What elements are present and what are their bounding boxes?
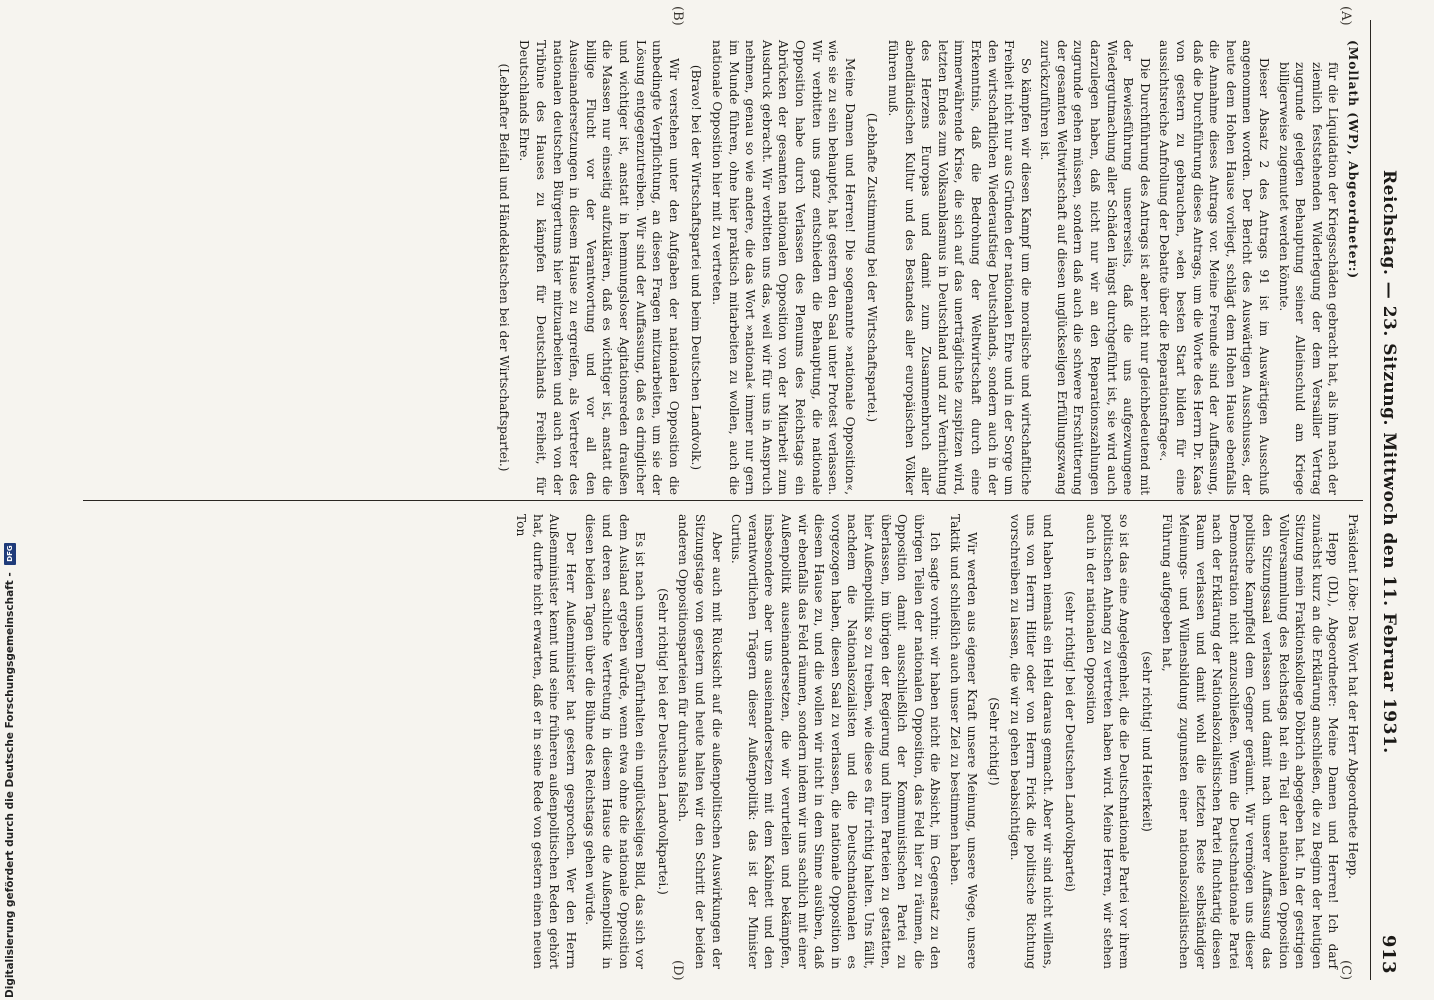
page-title: Reichstag. — 23. Sitzung. Mittwoch den 11. Februar 1931. (1379, 170, 1399, 754)
stage-direction: (sehr richtig! bei der Deutschen Landvolkpartei) (1063, 591, 1078, 892)
stage-direction: (Sehr richtig! bei der Deutschen Landvolkpartei.) (655, 588, 670, 895)
stage-direction: (Lebhafte Zustimmung bei der Wirtschaftspartei.) (865, 112, 880, 423)
stage-direction: (sehr richtig! und Heiterkeit) (1139, 651, 1154, 832)
margin-letter-b: (B) (670, 6, 685, 26)
speaker-line: (Mollath (WP), Abgeordneter:) (1346, 40, 1360, 280)
digitization-credit (4, 543, 16, 998)
credit-text: Digitalisierung gefördert durch die Deutsche Forschungsgemeinschaft - (4, 572, 16, 998)
margin-letter-c: (C) (1338, 960, 1353, 981)
left-column (489, 40, 1361, 495)
margin-letter-a: (A) (1338, 6, 1353, 26)
dfg-logo-icon: DFG (4, 543, 16, 565)
rotated-page (75, 6, 1405, 981)
paragraph: Die Durchführung des Antrags ist aber nicht nur gleichbedeutend mit der Bewiesführung unsererseits, daß die uns aufgezwungene Wiedergutmachung aller Schäden längst durchgeführt ist, sie wird auch darzulegen haben, daß nicht nur wir an den Reparationszahlungen zugrunde gehen müssen, sondern daß auch die schwere Erschütterung der gesamten Weltwirtschaft auf diesen unglückseligen Erfüllungszwang zurückzuführen ist. (1038, 40, 1152, 495)
paragraph: Es ist nach unserem Dafürhalten ein unglückseliges Bild, das sich vor dem Ausland ergeben würde, wenn etwa ohne die nationale Opposition und deren sachliche Vertretung in diesem Hause die Außenpolitik in diesen beiden Tagen über die Bühne des Reichstags gehen würde. (583, 514, 648, 969)
column-divider (83, 500, 1363, 501)
page-number: 913 (1378, 934, 1399, 974)
paragraph: Der Herr Außenminister hat gestern gesprochen. Wer den Herrn Außenminister kennt und seine früheren außenpolitischen Reden gehört hat, durfte nicht erwarten, daß er in seine Rede von gestern einen neuen Ton (514, 514, 578, 969)
paragraph: Meine Damen und Herren! Die sogenannte »nationale Opposition«, wie sie zu sein behauptet, hat gestern den Saal unter Protest verlassen. Wir verbitten uns ganz entschieden die Behauptung, die nationale Opposition habe durch Verlassen des Plenums des Reichstags ein Abrücken der gesamten nationalen Opposition von der Mitarbeit zum Ausdruck gebracht. Wir verbitten uns das, weil wir für uns in Anspruch nehmen, genau so wie andere, die das Wort »national« immer nur gern im Munde führen, ohne hier praktisch mitarbeiten zu wollen, auch die nationale Opposition hier mit zu vertreten. (710, 40, 857, 495)
paragraph: Aber auch mit Rücksicht auf die außenpolitischen Auswirkungen der Sitzungstage von gestern und heute halten wir den Schritt der beiden anderen Oppositionsparteien für durchaus falsch. (676, 514, 724, 969)
paragraph: Ich sagte vorhin: wir haben nicht die Absicht, im Gegensatz zu den übrigen Teilen der nationalen Opposition, das Feld hier zu räumen, die Opposition damit ausschließlich der Kommunistischen Partei zu überlassen, im übrigen der Regierung und ihren Parteien zu gestatten, hier Außenpolitik so zu treiben, wie diese es für richtig halten. Uns fällt, nachdem die Nationalsozialisten und die Deutschnationalen es vorgezogen haben, diesen Saal zu verlassen, die nationale Opposition in diesem Hause zu, und die wollen wir nicht in dem Sinne ausüben, daß wir ebenfalls das Feld räumen, sondern indem wir uns sachlich mit einer Außenpolitik auseinandersetzen, die wir verurteilen und bekämpfen, insbesondere aber uns auseinandersetzen mit dem Kabinett und den verantwortlichen Trägern dieser Außenpolitik: das ist der Minister Curtius. (729, 514, 943, 969)
paragraph: Wir werden aus eigener Kraft unsere Meinung, unsere Wege, unsere Taktik und schließlich auch unser Ziel zu bestimmen haben. (947, 514, 979, 969)
paragraph: so ist das eine Angelegenheit, die die Deutschnationale Partei vor ihrem politischen Anhang zu vertreten haben wird. Meine Herren, wir stehen auch in der nationalen Opposition (1084, 514, 1132, 969)
page-header (1370, 20, 1405, 980)
paragraph: Dieser Absatz 2 des Antrags 91 ist im Auswärtigen Ausschuß angenommen worden. Der Bericht des Auswärtigen Ausschusses, der heute dem Hohen Hause vorliegt, schlägt dem Hohen Hause ebenfalls die Annahme dieses Antrags vor. Meine Freunde sind der Auffassung, daß die Durchführung dieses Antrags, um die Worte des Herrn Dr. Kaas von gestern zu gebrauchen, »den besten Start bilden für eine aussichtsreiche Anfrollung der Debatte über die Reparationsfrage«. (1157, 40, 1272, 495)
right-column (510, 514, 1362, 969)
stage-direction: (Lebhafter Beifall und Händeklatschen bei der Wirtschaftspartei.) (496, 63, 511, 472)
paragraph: und haben niemals ein Hehl daraus gemacht. Aber wir sind nicht willens, uns von Herrn Hitler oder von Herrn Frick die politische Richtung vorschreiben zu lassen, die wir zu gehen beabsichtigen. (1007, 514, 1055, 969)
paragraph: für die Liquidation der Kriegsschäden gebracht hat, als ihm nach der ziemlich feststehenden Widerlegung der dem Versailler Vertrag zugrunde gelegten Behauptung seiner Alleinschuld am Kriege billigerweise zugemutet werden könnte. (1276, 62, 1341, 495)
paragraph: So kämpfen wir diesen Kampf um die moralische und wirtschaftliche Freiheit nicht nur aus Gründen der nationalen Ehre und in der Sorge um den wirtschaftlichen Wiederaufstieg Deutschlands, sondern auch in der Erkenntnis, daß die Bedrohung der Weltwirtschaft durch eine immerwährende Krise, die sich auf das unerträglichste zuspitzen wird, letzten Endes zum Volksanblasmus in Deutschland und zur Vernichtung des Herzens Europas und damit zum Zusammenbruch aller abendländischen Kultur und des Bestandes aller europäischen Völker führen muß. (885, 40, 1033, 495)
paragraph: Präsident Löbe: Das Wort hat der Herr Abgeordnete Hepp. (1346, 514, 1360, 880)
paragraph: Hepp (DL), Abgeordneter: Meine Damen und Herren! Ich darf zunächst kurz an die Erklärung anschließen, die zu Beginn der heutigen Sitzung mein Fraktionskollege Döbrich abgegeben hat. In der gestrigen Vollversammlung des Reichstags hat ein Teil der nationalen Opposition den Sitzungssaal verlassen und damit nach unserer Auffassung das politische Kampffeld dem Gegner geräumt. Wir vermögen uns dieser Demonstration nicht anzuschließen. Wenn die Deutschnationale Partei nach der Erklärung der Nationalsozialistischen Partei fluchtartig diesen Raum verlassen und damit wohl die letzten Reste selbständiger Meinungs- und Willensbildung zugunsten einer nationalsozialistischen Führung aufgegeben hat, (1160, 514, 1341, 969)
margin-letter-d: (D) (670, 960, 685, 981)
stage-direction: (Bravo! bei der Wirtschaftspartei und beim Deutschen Landvolk.) (689, 64, 704, 471)
paragraph: Wir verstehen unter den Aufgaben der nationalen Opposition die unbedingte Verpflichtung, an diesen Fragen mitzuarbeiten, um sie der Lösung entgegenzutreiben. Wir sind der Auffassung, daß es dringlicher und wichtiger ist, anstatt in hemmungsloser Agitationsreden draußen die Massen nur einseitig aufzuklären, daß es wichtiger ist, anstatt die billige Flucht vor der Verantwortung und vor all den Auseinandersetzungen in diesem Hause zu ergreifen, als Vertreter des nationalen deutschen Bürgertums hier mitzuarbeiten und auch von der Tribüne des Hauses zu kämpfen für Deutschlands Freiheit, für Deutschlands Ehre. (517, 40, 681, 495)
stage-direction: (Sehr richtig!) (987, 697, 1002, 786)
